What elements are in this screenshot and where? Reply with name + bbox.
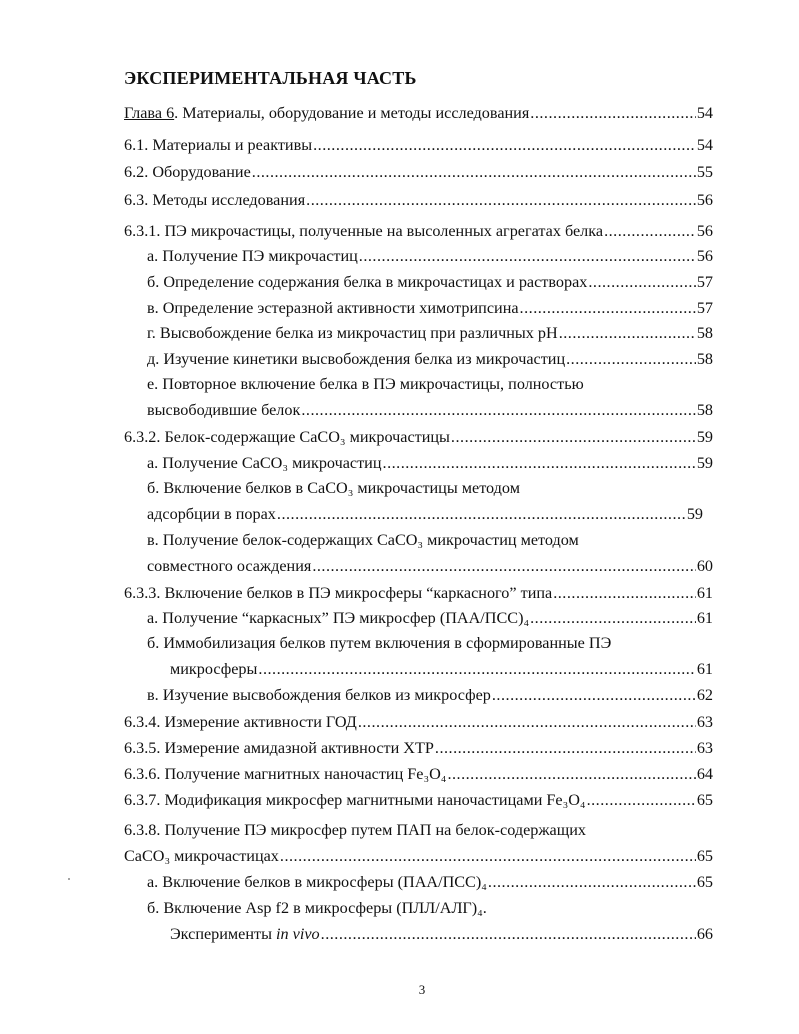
toc-entry-6-3-1-g: г. Высвобождение белка из микрочастиц при различных pH ..... 58 [147, 323, 713, 343]
toc-entry-6-3-8-line2: CaCO₃ микрочастицах ..... 65 [124, 846, 713, 866]
toc-chapter-6 [124, 103, 713, 123]
scan-speck [68, 878, 70, 880]
toc-entry-6-3-3-v: в. Изучение высвобождения белков из микросфер ..... 62 [147, 685, 713, 705]
toc-entry-6-1: 6.1. Материалы и реактивы ..... 54 [124, 135, 713, 155]
toc-entry-6-2: 6.2. Оборудование ..... 55 [124, 162, 713, 182]
toc-entry-6-3-2: 6.3.2. Белок-содержащие CaCO₃ микрочастицы ..... 59 [124, 427, 713, 447]
toc-entry-6-3-5: 6.3.5. Измерение амидазной активности ХТР ..... 63 [124, 738, 713, 758]
toc-entry-6-3-2-b-line1: б. Включение белков в CaCO₃ микрочастицы методом [147, 479, 520, 497]
toc-entry-6-3-3: 6.3.3. Включение белков в ПЭ микросферы “каркасного” типа ..... 61 [124, 583, 713, 603]
toc-entry-6-3-7: 6.3.7. Модификация микросфер магнитными наночастицами Fe₃O₄ ..... 65 [124, 790, 713, 810]
toc-entry-6-3-2-a: а. Получение CaCO₃ микрочастиц ..... 59 [147, 453, 713, 473]
toc-entry-6-3-1-a: а. Получение ПЭ микрочастиц ..... 56 [147, 246, 713, 266]
toc-entry-6-3-2-b-line2: адсорбции в порах ..... 59 [147, 504, 703, 524]
toc-entry-6-3-8-line1: 6.3.8. Получение ПЭ микросфер путем ПАП на белок-содержащих [124, 821, 586, 839]
toc-entry-6-3-1-e-line2: высвободившие белок ..... 58 [147, 400, 713, 420]
page-number: 3 [418, 982, 426, 997]
toc-entry-6-3-4: 6.3.4. Измерение активности ГОД ..... 63 [124, 712, 713, 732]
toc-entry-6-3-1-b: б. Определение содержания белка в микрочастицах и растворах ..... 57 [147, 272, 713, 292]
chapter-title: . Материалы, оборудование и методы исследования [174, 104, 530, 122]
toc-entry-6-3-8-b-line1: б. Включение Asp f2 в микросферы (ПЛЛ/АЛГ)₄. [147, 899, 487, 917]
toc-page: 54 [696, 104, 713, 122]
toc-entry-6-3-6: 6.3.6. Получение магнитных наночастиц Fe₃O₄ ..... 64 [124, 764, 713, 784]
toc-entry-6-3-1-v: в. Определение эстеразной активности химотрипсина ..... 57 [147, 298, 713, 318]
toc-entry-6-3-8-b-line2: Эксперименты in vivo ..... 66 [170, 924, 713, 944]
toc-entry-6-3-2-v-line1: в. Получение белок-содержащих CaCO₃ микрочастиц методом [147, 531, 579, 549]
toc-entry-6-3-3-a: а. Получение “каркасных” ПЭ микросфер (ПАА/ПСС)₄ ..... 61 [147, 608, 713, 628]
toc-entry-6-3-1-d: д. Изучение кинетики высвобождения белка из микрочастиц ..... 58 [147, 349, 713, 369]
toc-entry-6-3-1: 6.3.1. ПЭ микрочастицы, полученные на высоленных агрегатах белка ..... 56 [124, 221, 713, 241]
toc-entry-6-3: 6.3. Методы исследования ..... 56 [124, 190, 713, 210]
toc-entry-6-3-2-v-line2: совместного осаждения ..... 60 [147, 556, 713, 576]
section-heading: ЭКСПЕРИМЕНТАЛЬНАЯ ЧАСТЬ [124, 68, 417, 88]
toc-entry-6-3-1-e-line1: е. Повторное включение белка в ПЭ микрочастицы, полностью [147, 375, 584, 393]
toc-entry-6-3-3-b-line1: б. Иммобилизация белков путем включения в сформированные ПЭ [147, 634, 612, 652]
toc-entry-6-3-3-b-line2: микросферы ..... 61 [170, 659, 713, 679]
toc-entry-6-3-8-a: а. Включение белков в микросферы (ПАА/ПСС)₄ ..... 65 [147, 872, 713, 892]
chapter-label: Глава 6 [124, 104, 175, 122]
leader-dots [530, 103, 696, 123]
